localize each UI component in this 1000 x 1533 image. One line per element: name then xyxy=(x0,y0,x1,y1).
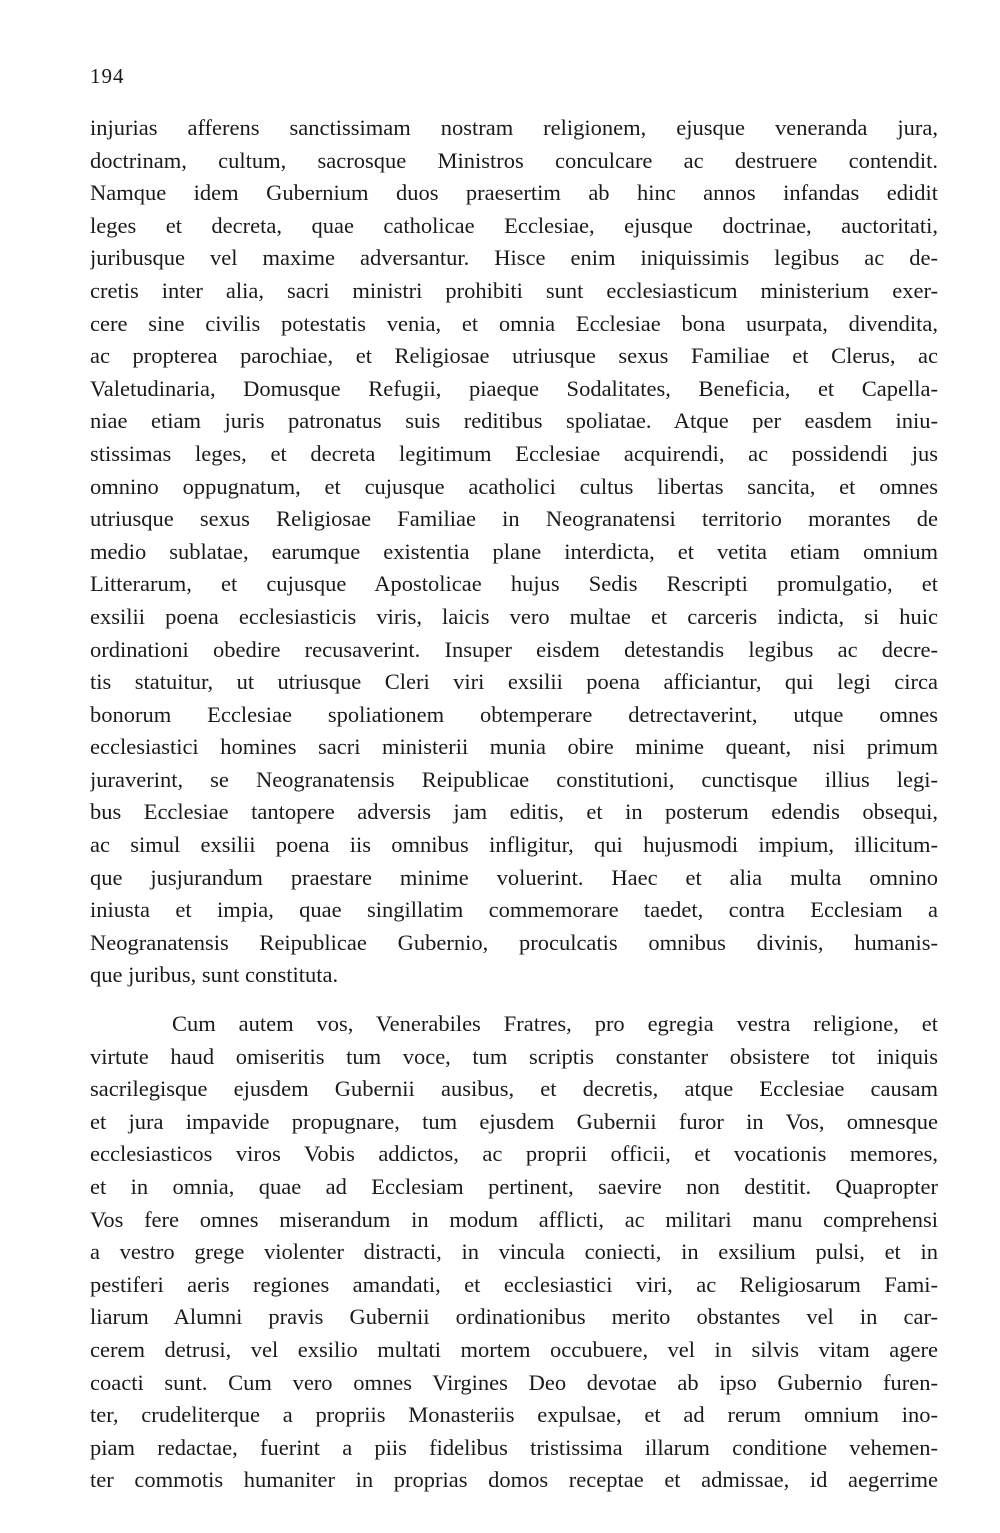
text-line: iniusta et impia, quae singillatim commemorare taedet, contra Ecclesiam a xyxy=(90,897,938,923)
text-line: Vos fere omnes miserandum in modum afflicti, ac militari manu comprehensi xyxy=(90,1206,938,1232)
text-line: cere sine civilis potestatis venia, et omnia Ecclesiae bona usurpata, divendita, xyxy=(90,310,938,336)
text-line: sacrilegisque ejusdem Gubernii ausibus, et decretis, atque Ecclesiae causam xyxy=(90,1076,938,1102)
text-line: ter commotis humaniter in proprias domos receptae et admissae, id aegerrime xyxy=(90,1467,938,1493)
text-line: liarum Alumni pravis Gubernii ordinationibus merito obstantes vel in car- xyxy=(90,1304,938,1330)
text-line: utriusque sexus Religiosae Familiae in Neogranatensi territorio morantes de xyxy=(90,506,938,532)
text-line: que jusjurandum praestare minime voluerint. Haec et alia multa omnino xyxy=(90,864,938,890)
text-line: ecclesiastici homines sacri ministerii munia obire minime queant, nisi primum xyxy=(90,734,938,760)
text-line: ordinationi obedire recusaverint. Insuper eisdem detestandis legibus ac decre- xyxy=(90,636,938,662)
paragraph-1 xyxy=(90,112,938,992)
text-line: piam redactae, fuerint a piis fidelibus tristissima illarum conditione vehemen- xyxy=(90,1434,938,1460)
text-line: virtute haud omiseritis tum voce, tum scriptis constanter obsistere tot iniquis xyxy=(90,1043,938,1069)
text-line: medio sublatae, earumque existentia plane interdicta, et vetita etiam omnium xyxy=(90,538,938,564)
text-line: juribusque vel maxime adversantur. Hisce enim iniquissimis legibus ac de- xyxy=(90,245,938,271)
paragraph-gap xyxy=(90,992,938,1008)
text-line: bus Ecclesiae tantopere adversis jam editis, et in posterum edendis obsequi, xyxy=(90,799,938,825)
text-line: ac propterea parochiae, et Religiosae utriusque sexus Familiae et Clerus, ac xyxy=(90,343,938,369)
text-line: cerem detrusi, vel exsilio multati mortem occubuere, vel in silvis vitam agere xyxy=(90,1336,938,1362)
text-line: que juribus, sunt constituta. xyxy=(90,962,339,988)
paragraph-2 xyxy=(90,1008,938,1497)
text-line: Litterarum, et cujusque Apostolicae hujus Sedis Rescripti promulgatio, et xyxy=(90,571,938,597)
text-line: leges et decreta, quae catholicae Ecclesiae, ejusque doctrinae, auctoritati, xyxy=(90,212,938,238)
text-line: et in omnia, quae ad Ecclesiam pertinent, saevire non destitit. Quapropter xyxy=(90,1174,938,1199)
text-line: tis statuitur, ut utriusque Cleri viri exsilii poena afficiantur, qui legi circa xyxy=(90,669,938,695)
text-line: ac simul exsilii poena iis omnibus infligitur, qui hujusmodi impium, illicitum- xyxy=(90,832,938,858)
text-line: doctrinam, cultum, sacrosque Ministros conculcare ac destruere contendit. xyxy=(90,147,938,173)
text-line: ecclesiasticos viros Vobis addictos, ac proprii officii, et vocationis memores, xyxy=(90,1141,938,1167)
text-line: cretis inter alia, sacri ministri prohibiti sunt ecclesiasticum ministerium exer- xyxy=(90,277,938,303)
text-line: Valetudinaria, Domusque Refugii, piaeque Sodalitates, Beneficia, et Capella- xyxy=(90,375,938,401)
text-line: Neogranatensis Reipublicae Gubernio, proculcatis omnibus divinis, humanis- xyxy=(90,929,938,955)
text-line: injurias afferens sanctissimam nostram religionem, ejusque veneranda jura, xyxy=(90,115,938,140)
text-column xyxy=(90,112,938,1497)
text-line: bonorum Ecclesiae spoliationem obtemperare detrectaverint, utque omnes xyxy=(90,701,938,727)
text-line: ter, crudeliterque a propriis Monasteriis expulsae, et ad rerum omnium ino- xyxy=(90,1402,938,1428)
text-line: omnino oppugnatum, et cujusque acatholici cultus libertas sancita, et omnes xyxy=(90,473,938,499)
text-line: exsilii poena ecclesiasticis viris, laicis vero multae et carceris indicta, si huic xyxy=(90,603,938,629)
text-line: coacti sunt. Cum vero omnes Virgines Deo devotae ab ipso Gubernio furen- xyxy=(90,1369,938,1395)
text-line: stissimas leges, et decreta legitimum Ecclesiae acquirendi, ac possidendi jus xyxy=(90,440,938,466)
text-line: Namque idem Gubernium duos praesertim ab hinc annos infandas edidit xyxy=(90,180,938,206)
text-line: et jura impavide propugnare, tum ejusdem Gubernii furor in Vos, omnesque xyxy=(90,1108,938,1134)
text-line: a vestro grege violenter distracti, in vincula coniecti, in exsilium pulsi, et in xyxy=(90,1239,938,1265)
text-line: juraverint, se Neogranatensis Reipublicae constitutioni, cunctisque illius legi- xyxy=(90,766,938,792)
text-line: niae etiam juris patronatus suis reditibus spoliatae. Atque per easdem iniu- xyxy=(90,408,938,434)
text-line: pestiferi aeris regiones amandati, et ecclesiastici viri, ac Religiosarum Fami- xyxy=(90,1271,938,1297)
page-number: 194 xyxy=(90,64,125,88)
text-line: Cum autem vos, Venerabiles Fratres, pro egregia vestra religione, et xyxy=(172,1011,938,1037)
